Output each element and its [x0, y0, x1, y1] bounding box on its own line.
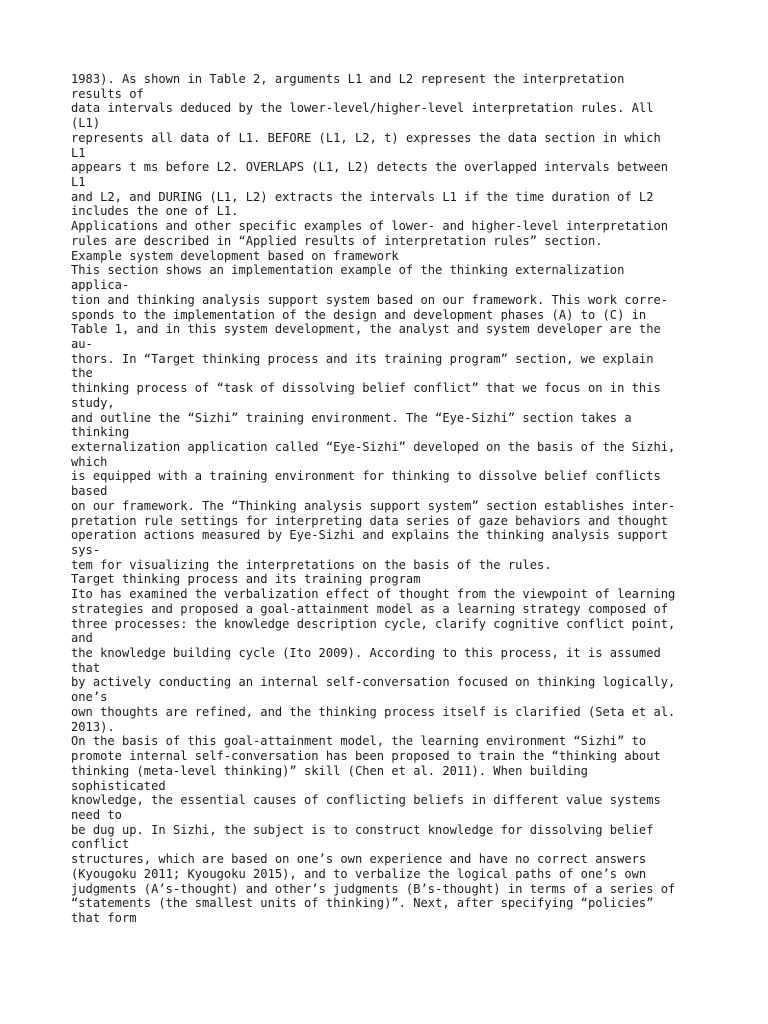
text-line: conflict: [71, 837, 130, 852]
text-line: and: [71, 631, 93, 646]
text-line: tion and thinking analysis support system based on our framework. This work corre-: [71, 292, 669, 307]
text-line: and outline the “Sizhi” training environment. The “Eye-Sizhi” section takes a: [71, 410, 632, 425]
text-line: on our framework. The “Thinking analysis support system” section establishes inter-: [71, 498, 676, 513]
text-line: operation actions measured by Eye-Sizhi and explains the thinking analysis support: [71, 528, 669, 543]
text-line: be dug up. In Sizhi, the subject is to construct knowledge for dissolving belief: [71, 822, 654, 837]
text-line: data intervals deduced by the lower-level/higher-level interpretation rules. All: [71, 101, 654, 116]
text-line: study,: [71, 395, 115, 410]
text-line: L1: [71, 145, 86, 160]
text-line: that form: [71, 910, 137, 925]
text-line: Example system development based on framework: [71, 248, 399, 263]
text-line: three processes: the knowledge description cycle, clarify cognitive conflict point,: [71, 616, 676, 631]
text-line: one’s: [71, 690, 108, 705]
text-line: that: [71, 660, 101, 675]
text-line: the: [71, 366, 93, 381]
text-line: applica-: [71, 278, 130, 293]
text-line: knowledge, the essential causes of conflicting beliefs in different value systems: [71, 793, 661, 808]
text-line: appears t ms before L2. OVERLAPS (L1, L2) detects the overlapped intervals between: [71, 160, 669, 175]
text-line: based: [71, 484, 108, 499]
text-line: thors. In “Target thinking process and its training program” section, we explain: [71, 351, 654, 366]
text-line: sys-: [71, 543, 101, 557]
text-line: This section shows an implementation example of the thinking externalization: [71, 263, 625, 278]
text-line: pretation rule settings for interpreting data series of gaze behaviors and thought: [71, 513, 669, 528]
text-line: au-: [71, 336, 93, 351]
text-line: structures, which are based on one’s own experience and have no correct answers: [71, 852, 647, 867]
text-line: Table 1, and in this system development, the analyst and system developer are the: [71, 322, 661, 337]
text-line: Ito has examined the verbalization effect of thought from the viewpoint of learning: [71, 587, 676, 602]
text-line: promote internal self-conversation has been proposed to train the “thinking about: [71, 749, 661, 764]
text-line: includes the one of L1.: [71, 204, 239, 219]
text-line: Applications and other specific examples of lower- and higher-level interpretation: [71, 219, 669, 234]
text-line: “statements (the smallest units of thinking)”. Next, after specifying “policies”: [71, 896, 654, 911]
text-line: sponds to the implementation of the design and development phases (A) to (C) in: [71, 307, 647, 322]
document-page: [71, 72, 711, 926]
text-line: tem for visualizing the interpretations on the basis of the rules.: [71, 557, 552, 572]
text-line: On the basis of this goal-attainment model, the learning environment “Sizhi” to: [71, 734, 647, 749]
text-line: thinking (meta-level thinking)” skill (Chen et al. 2011). When building: [71, 763, 588, 778]
text-line: (L1): [71, 116, 101, 131]
text-line: represents all data of L1. BEFORE (L1, L2, t) expresses the data section in which: [71, 130, 661, 145]
text-line: sophisticated: [71, 778, 166, 793]
text-line: need to: [71, 807, 122, 822]
text-line: thinking: [71, 425, 130, 440]
text-line: thinking process of “task of dissolving belief conflict” that we focus on in this: [71, 381, 661, 396]
text-line: Target thinking process and its training program: [71, 572, 421, 587]
text-line: which: [71, 454, 108, 469]
text-line: own thoughts are refined, and the thinking process itself is clarified (Seta et al.: [71, 704, 676, 719]
text-line: (Kyougoku 2011; Kyougoku 2015), and to verbalize the logical paths of one’s own: [71, 866, 647, 881]
text-line: L1: [71, 175, 86, 190]
text-line: strategies and proposed a goal-attainment model as a learning strategy composed of: [71, 601, 669, 616]
text-line: rules are described in “Applied results of interpretation rules” section.: [71, 233, 603, 248]
text-line: 2013).: [71, 719, 115, 734]
text-line: by actively conducting an internal self-conversation focused on thinking logically,: [71, 675, 676, 690]
text-line: the knowledge building cycle (Ito 2009). According to this process, it is assumed: [71, 646, 661, 661]
text-line: externalization application called “Eye-Sizhi” developed on the basis of the Sizhi,: [71, 439, 676, 454]
text-line: 1983). As shown in Table 2, arguments L1 and L2 represent the interpretation: [71, 72, 625, 86]
text-line: results of: [71, 86, 144, 101]
text-line: judgments (A’s-thought) and other’s judgments (B’s-thought) in terms of a series of: [71, 881, 676, 896]
text-line: is equipped with a training environment for thinking to dissolve belief conflicts: [71, 469, 661, 484]
text-line: and L2, and DURING (L1, L2) extracts the intervals L1 if the time duration of L2: [71, 189, 654, 204]
